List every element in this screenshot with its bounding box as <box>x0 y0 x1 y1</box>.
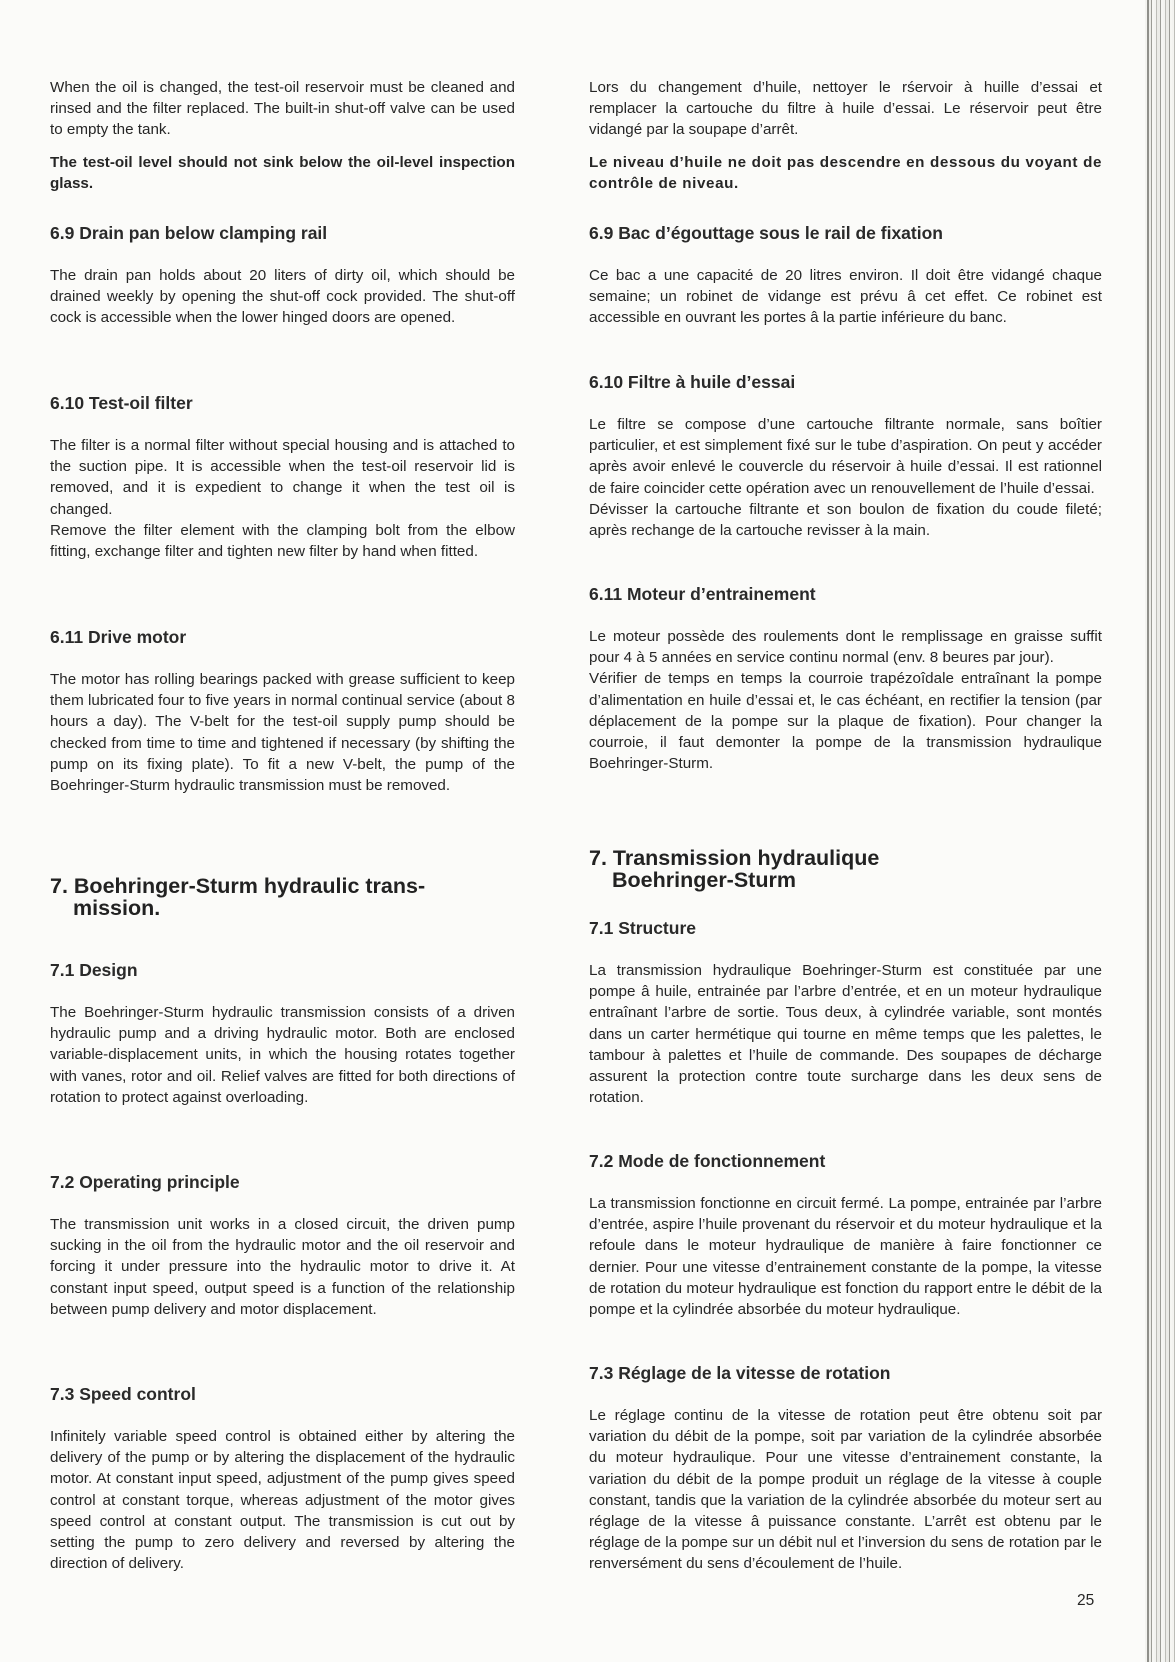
fr-chapter-7-title <box>589 847 1102 891</box>
fr-heading-7-line1: 7. Transmission hydraulique <box>589 846 880 870</box>
fr-intro-paragraph: Lors du changement d’huile, nettoyer le rśervoir à huille d’essai et remplacer la cartouche du filtre à huile d’essai. Le réservoir peut être vidangé par la soupape d’arrêt. <box>589 79 1102 139</box>
en-intro-paragraph: When the oil is changed, the test-oil reservoir must be cleaned and rinsed and the filter replaced. The built-in shut-off valve can be used to empty the tank. <box>50 79 515 139</box>
en-heading-7-2: 7.2 Operating principle <box>50 1172 240 1192</box>
fr-text-6-11-a: Le moteur possède des roulements dont le remplissage en graisse suffit pour 4 à 5 années en service continu normal (env. 8 beures par jour). <box>589 628 1102 667</box>
en-heading-7-line1: 7. Boehringer-Sturm hydraulic trans- <box>50 874 426 898</box>
fr-intro-block <box>589 77 1102 194</box>
fr-text-6-10-b: Dévisser la cartouche filtrante et son boulon de fixation du coude fileté; après rechange de la cartouche revisser à la main. <box>589 500 1102 540</box>
fr-section-7-2 <box>589 1150 1102 1320</box>
en-section-6-10 <box>50 392 515 562</box>
fr-text-7-2: La transmission fonctionne en circuit fermé. La pompe, entrainée par l’arbre d’entrée, aspire l’huile provenant du réservoir et du moteur hydraulique et la refoule dans le moteur hydraulique de manière à faire fonctionner ce dernier. Pour une vitesse d’entrainement constante de la pompe, la vitesse de rotation du moteur hydraulique est fonction du rapport entre le débit de la pompe et la cylindrée absorbée du moteur hydraulique. <box>589 1195 1102 1319</box>
en-heading-7-1: 7.1 Design <box>50 960 138 980</box>
fr-text-6-11-b: Vérifier de temps en temps la courroie trapézoîdale entraînant la pompe d’alimentation en huile d’essai et, le cas échéant, en rectifier la tension (par déplacement de la pompe sur la plaque de fixation). Pour changer la courroie, il faut demonter la pompe de la transmission hydraulique Boehringer-Sturm. <box>589 670 1102 773</box>
fr-section-7-1 <box>589 917 1102 1108</box>
page-number: 25 <box>1077 1592 1095 1609</box>
en-text-6-11: The motor has rolling bearings packed with grease sufficient to keep them lubricated four to five years in normal continual service (about 8 hours a day). The V-belt for the test-oil supply pump should be checked from time to time and tightened if necessary (by shifting the pump on its fixing plate). To fit a new V-belt, the pump of the Boehringer-Sturm hydraulic transmission must be removed. <box>50 671 515 795</box>
fr-heading-7-line2: Boehringer-Sturm <box>612 868 796 892</box>
fr-heading-6-11: 6.11 Moteur d’entrainement <box>589 584 816 604</box>
fr-heading-7-1: 7.1 Structure <box>589 918 696 938</box>
en-heading-7-line2: mission. <box>73 896 161 920</box>
fr-section-7-3 <box>589 1362 1102 1575</box>
en-text-7-3: Infinitely variable speed control is obtained either by altering the delivery of the pump or by altering the displacement of the hydraulic motor. At constant input speed, adjustment of the pump gives speed control at constant torque, whereas adjustment of the motor gives speed control at constant output. The transmission is cut out by setting the pump to zero delivery and reversed by altering the direction of delivery. <box>50 1428 515 1573</box>
en-text-6-9: The drain pan holds about 20 liters of dirty oil, which should be drained weekly by opening the shut-off cock provided. The shut-off cock is accessible when the lower hinged doors are opened. <box>50 267 515 327</box>
en-heading-7 <box>50 875 515 919</box>
fr-heading-7-3: 7.3 Réglage de la vitesse de rotation <box>589 1363 891 1383</box>
en-section-6-11 <box>50 626 515 796</box>
en-section-6-9 <box>50 222 515 329</box>
binding-edge-line <box>1147 0 1149 1662</box>
en-heading-6-10: 6.10 Test-oil filter <box>50 393 193 413</box>
en-text-6-10-b: Remove the filter element with the clamping bolt from the elbow fitting, exchange filter and tighten new filter by hand when fitted. <box>50 521 515 561</box>
en-section-7-2 <box>50 1171 515 1320</box>
en-heading-7-3: 7.3 Speed control <box>50 1384 196 1404</box>
en-section-7-3 <box>50 1383 515 1574</box>
fr-text-6-9: Ce bac a une capacité de 20 litres environ. Il doit être vidangé chaque semaine; un robinet de vidange est prévu â cet effet. Ce robinet est accessible en ouvrant les portes â la partie inférieure du banc. <box>589 267 1102 327</box>
en-text-7-2: The transmission unit works in a closed circuit, the driven pump sucking in the oil from the hydraulic motor and the oil reservoir and forcing it under pressure into the hydraulic motor to drive it. At constant input speed, output speed is a function of the relationship between pump delivery and motor displacement. <box>50 1216 515 1318</box>
en-text-6-10-a: The filter is a normal filter without special housing and is attached to the suction pipe. It is accessible when the test-oil reservoir lid is removed, and it is expedient to change it when the test oil is changed. <box>50 437 515 518</box>
fr-heading-6-9: 6.9 Bac d’égouttage sous le rail de fixation <box>589 223 943 243</box>
fr-heading-6-10: 6.10 Filtre à huile d’essai <box>589 372 796 392</box>
en-heading-6-11: 6.11 Drive motor <box>50 627 187 647</box>
fr-section-6-11 <box>589 583 1102 774</box>
en-intro-block <box>50 77 515 194</box>
fr-intro-warning: Le niveau d’huile ne doit pas descendre en dessous du voyant de contrôle de niveau. <box>589 153 1102 192</box>
fr-text-6-10-a: Le filtre se compose d’une cartouche filtrante normale, sans boîtier particulier, et est simplement fixé sur le tube d’aspiration. On peut y accéder après avoir enlevé le couvercle du réservoir à huile d’essai. Il est rationnel de faire coincider cette opération avec un renouvellement de l’huile d’essai. <box>589 416 1102 497</box>
en-chapter-7-title <box>50 875 515 919</box>
fr-heading-7 <box>589 847 1102 891</box>
fr-section-6-10 <box>589 371 1102 541</box>
fr-text-7-3: Le réglage continu de la vitesse de rotation peut être obtenu soit par variation du débit de la pompe, soit par variation de la cylindrée absorbée du moteur hydraulique. Pour une vitesse d’entrainement constante, la variation du débit de la pompe produit un réglage de la vitesse à couple constant, tandis que la variation de la cylindrée absorbée du moteur sert au réglage de la vitesse â puissance constante. L’arrêt est obtenu par le réglage de la pompe sur un débit nul et l’inversion du sens de rotation par le renversément du sens d’écoulement de l’huile. <box>589 1407 1102 1573</box>
en-intro-warning: The test-oil level should not sink below the oil-level inspection glass. <box>50 153 515 192</box>
en-heading-6-9: 6.9 Drain pan below clamping rail <box>50 223 328 243</box>
fr-heading-7-2: 7.2 Mode de fonctionnement <box>589 1151 826 1171</box>
en-text-7-1: The Boehringer-Sturm hydraulic transmission consists of a driven hydraulic pump and a driving hydraulic motor. Both are enclosed variable-displacement units, in which the housing rotates together with vanes, rotor and oil. Relief valves are fitted for both directions of rotation to protect against overloading. <box>50 1004 515 1106</box>
binding-edge-shadow <box>1145 0 1175 1662</box>
fr-text-7-1: La transmission hydraulique Boehringer-Sturm est constituée par une pompe â huile, entrainée par l’arbre d’entrée, et en un moteur hydraulique entraînant l’arbre de sortie. Tous deux, à cylindrée variable, sont montés dans un carter hermétique qui tourne en même temps que les palettes, le tambour à palettes et l’huile de commande. Des soupapes de décharge assurent la protection contre toute surcharge dans les deux sens de rotation. <box>589 962 1102 1107</box>
fr-section-6-9 <box>589 222 1102 329</box>
en-section-7-1 <box>50 959 515 1108</box>
